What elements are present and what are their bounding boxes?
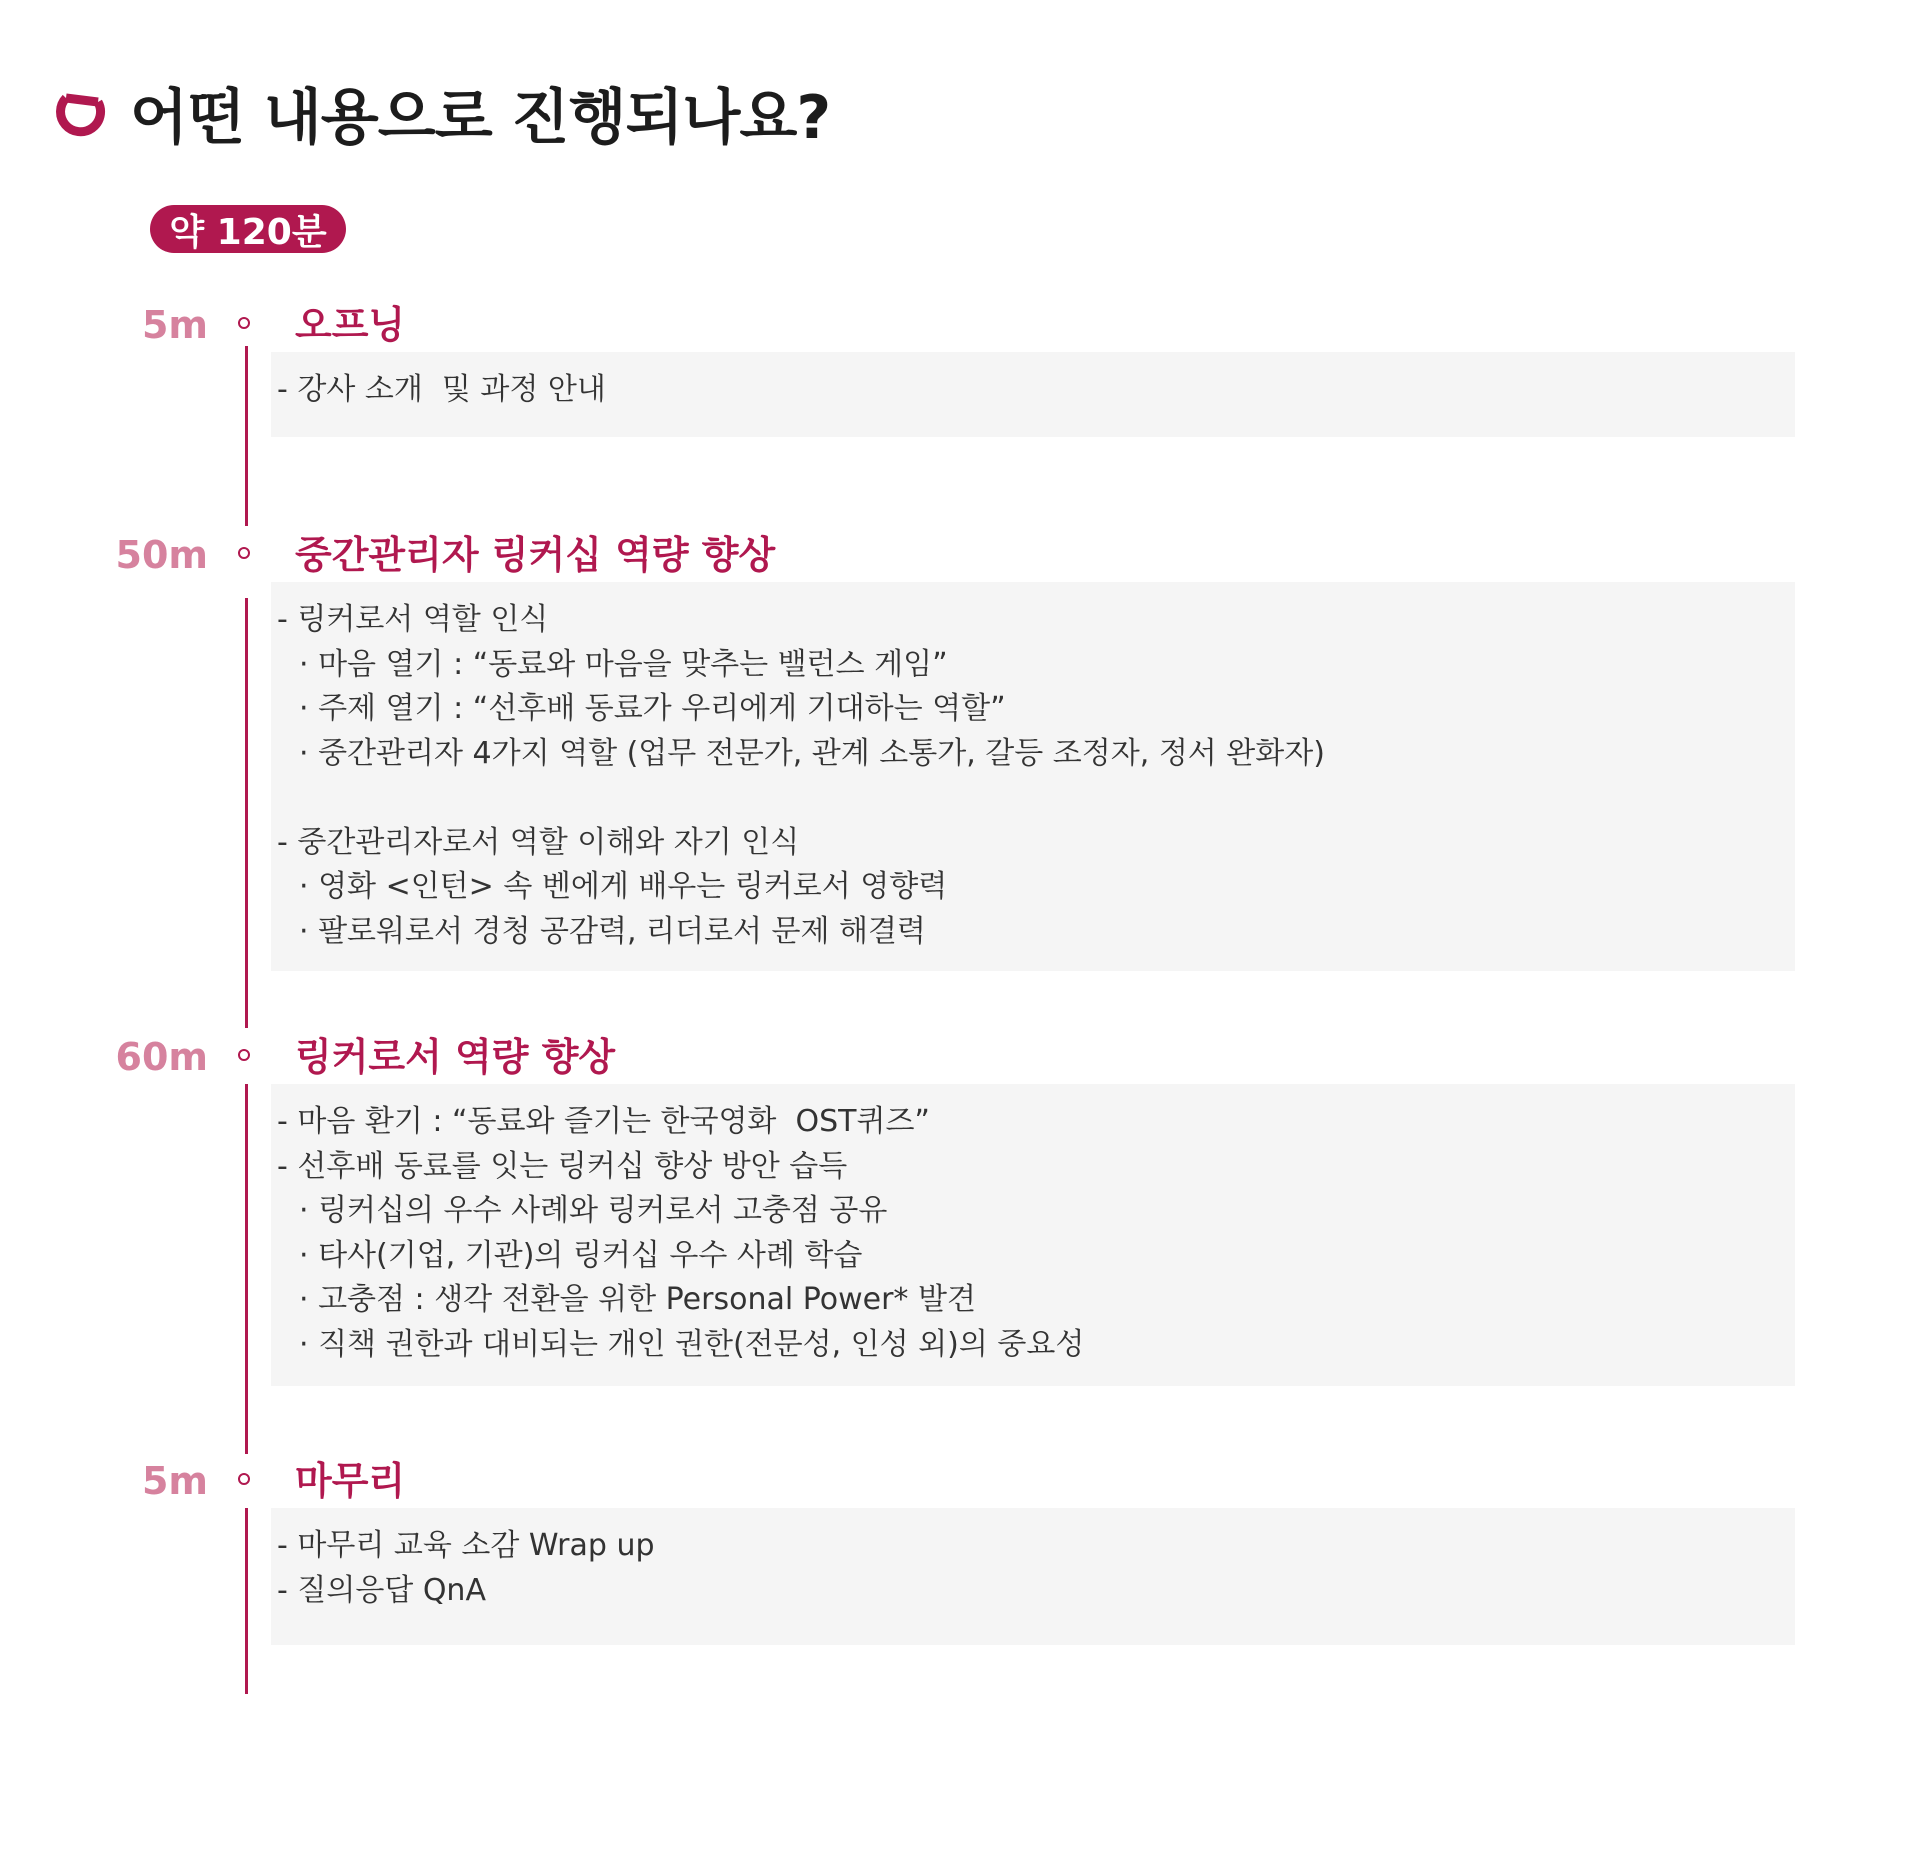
content-spacer <box>277 776 1795 821</box>
timeline-node-icon <box>238 547 250 559</box>
content-line: - 강사 소개 및 과정 안내 <box>277 372 606 407</box>
section-title: 중간관리자 링커십 역량 향상 <box>295 533 776 577</box>
content-line: - 마무리 교육 소감 Wrap up <box>277 1528 655 1563</box>
section-content-box <box>271 582 1795 971</box>
timeline-node-icon <box>238 1473 250 1485</box>
content-line: · 중간관리자 4가지 역할 (업무 전문가, 관계 소통가, 갈등 조정자, 정서 완화자) <box>299 735 1325 771</box>
section-title: 오프닝 <box>295 303 406 347</box>
content-line: · 고충점 : 생각 전환을 위한 Personal Power* 발견 <box>299 1282 976 1317</box>
content-line: - 선후배 동료를 잇는 링커십 향상 방안 습득 <box>277 1148 848 1184</box>
content-line: · 영화 <인턴> 속 벤에게 배우는 링커로서 영향력 <box>299 869 948 904</box>
timeline-line <box>245 1508 248 1694</box>
timeline-node-icon <box>238 317 250 329</box>
section-content-box <box>271 1084 1795 1386</box>
content-line: - 마음 환기 : “동료와 즐기는 한국영화 OST퀴즈” <box>277 1104 930 1139</box>
timeline-line <box>245 598 248 1028</box>
timeline-node-icon <box>238 1049 250 1061</box>
section-duration: 5m <box>141 303 208 347</box>
section-title: 마무리 <box>295 1459 406 1503</box>
page-title: 어떤 내용으로 진행되나요? <box>130 83 831 153</box>
content-line: · 팔로워로서 경청 공감력, 리더로서 문제 해결력 <box>299 913 926 949</box>
content-line: · 마음 열기 : “동료와 마음을 맞추는 밸런스 게임” <box>299 646 948 682</box>
content-line: - 링커로서 역할 인식 <box>277 602 549 637</box>
content-line: · 타사(기업, 기관)의 링커십 우수 사례 학습 <box>299 1237 863 1273</box>
section-duration: 50m <box>115 533 208 577</box>
page-header <box>52 78 831 153</box>
content-line: - 중간관리자로서 역할 이해와 자기 인식 <box>277 824 800 860</box>
content-line: · 주제 열기 : “선후배 동료가 우리에게 기대하는 역할” <box>299 691 1006 726</box>
section-duration: 5m <box>141 1459 208 1503</box>
section-content-box <box>271 1508 1795 1645</box>
content-line: - 질의응답 QnA <box>277 1572 486 1608</box>
content-line: · 직책 권한과 대비되는 개인 권한(전문성, 인성 외)의 중요성 <box>299 1326 1085 1362</box>
duration-badge: 약 120분 <box>150 205 346 253</box>
timeline-line <box>245 1084 248 1454</box>
timeline-line <box>245 346 248 526</box>
section-content-box <box>271 352 1795 437</box>
ring-logo-icon <box>52 85 108 141</box>
section-duration: 60m <box>115 1035 208 1079</box>
section-title: 링커로서 역량 향상 <box>295 1035 616 1079</box>
content-line: · 링커십의 우수 사례와 링커로서 고충점 공유 <box>299 1193 888 1228</box>
